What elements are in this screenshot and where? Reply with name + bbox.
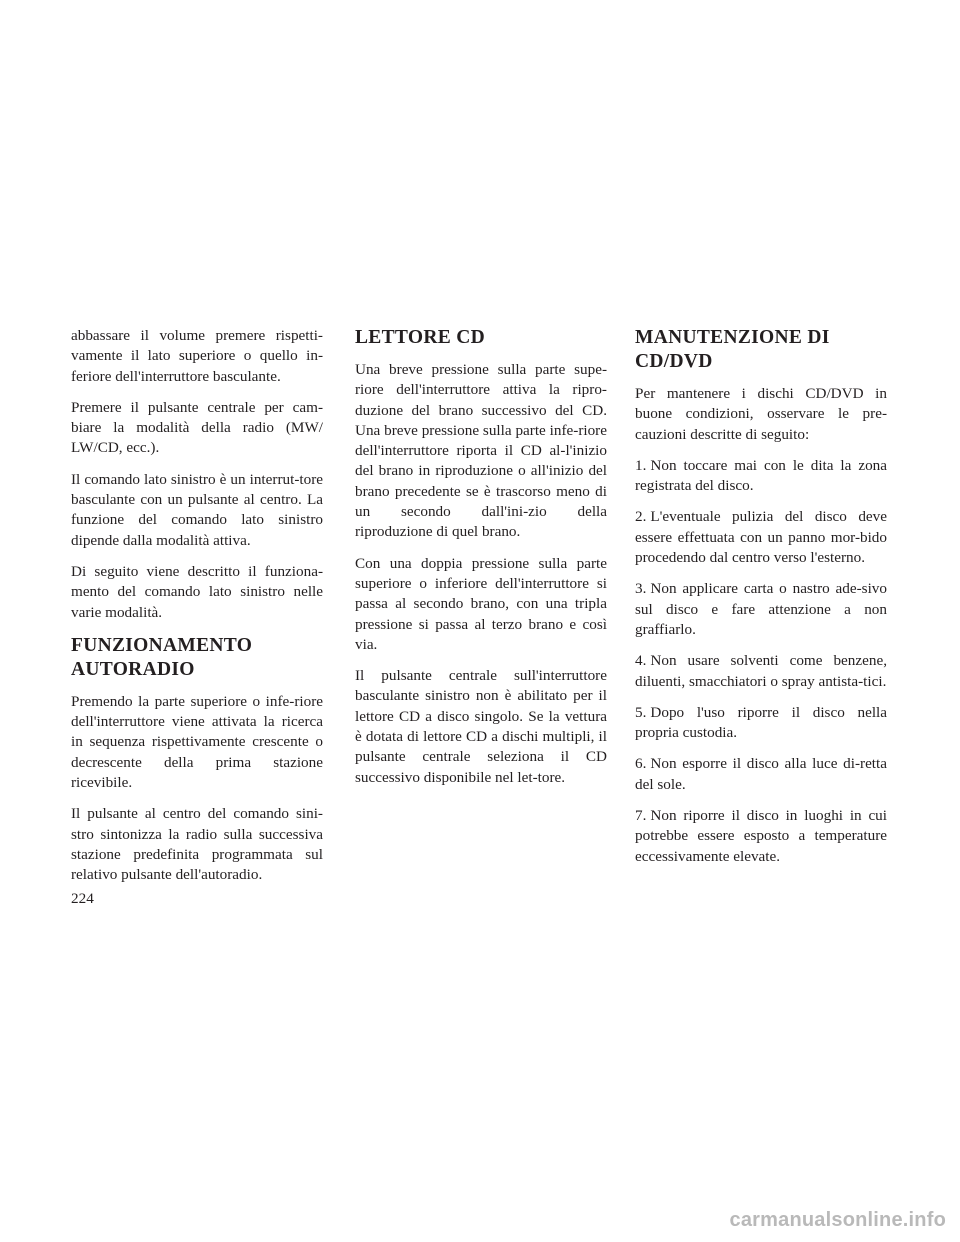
paragraph-description: Di seguito viene descritto il funziona-mento del comando lato sinistro nelle varie modalità. xyxy=(71,562,323,621)
item-number: 7. xyxy=(635,807,647,825)
list-item xyxy=(635,806,887,867)
item-number: 1. xyxy=(635,456,647,474)
item-number: 5. xyxy=(635,703,647,721)
paragraph-preset: Il pulsante al centro del comando sini-stro sintonizza la radio sulla successiva stazione predefinita programmata sul relativo pulsante dell'autoradio. xyxy=(71,805,323,884)
item-text: Non applicare carta o nastro ade-sivo sul disco e fare attenzione a non graffiarlo. xyxy=(635,580,887,638)
item-text: Non toccare mai con le dita la zona registrata del disco. xyxy=(635,456,887,495)
list-item xyxy=(635,651,887,692)
list-item xyxy=(635,456,887,497)
list-item xyxy=(635,703,887,744)
list-item xyxy=(635,579,887,640)
item-text: Dopo l'uso riporre il disco nella propria custodia. xyxy=(635,703,887,742)
paragraph-left-control: Il comando lato sinistro è un interrut-tore basculante con un pulsante al centro. La funzione del comando lato sinistro dipende dalla modalità attiva. xyxy=(71,470,323,549)
item-number: 4. xyxy=(635,652,647,670)
paragraph-seek: Premendo la parte superiore o infe-riore dell'interruttore viene attivata la ricerca in sequenza rispettivamente crescente o decrescente della prima stazione ricevibile. xyxy=(71,692,323,792)
item-text: L'eventuale pulizia del disco deve essere effettuata con un panno mor-bido procedendo dal centro verso l'esterno. xyxy=(635,508,887,567)
paragraph-mode: Premere il pulsante centrale per cam-biare la modalità della radio (MW/ LW/CD, ecc.). xyxy=(71,398,323,457)
heading-cd-player: LETTORE CD xyxy=(355,327,485,348)
item-text: Non esporre il disco alla luce di-retta del sole. xyxy=(635,755,887,793)
item-text: Non riporre il disco in luoghi in cui potrebbe essere esposto a temperature eccessivamente elevate. xyxy=(635,807,887,865)
list-item xyxy=(635,507,887,568)
watermark: carmanualsonline.info xyxy=(729,1209,946,1231)
item-text: Non usare solventi come benzene, diluenti, smacchiatori o spray antista-tici. xyxy=(635,652,887,690)
paragraph-track-skip: Una breve pressione sulla parte supe-riore dell'interruttore attiva la ripro-duzione del brano successivo del CD. Una breve pressione sulla parte infe-riore dell'interruttore riporta il CD al-l'inizio del brano in riproduzione o all'inizio del brano precedente se è trascorso meno di un secondo dall'ini-zio della riproduzione di quel brano. xyxy=(355,361,607,541)
item-number: 3. xyxy=(635,580,647,598)
heading-cd-dvd-care: MANUTENZIONE DI CD/DVD xyxy=(635,327,830,372)
paragraph-double-press: Con una doppia pressione sulla parte superiore o inferiore dell'interruttore si passa al secondo brano, con una tripla pressione si passa al terzo brano e così via. xyxy=(355,554,607,653)
paragraph-volume: abbassare il volume premere rispetti-vamente il lato superiore o quello in-feriore dell'interruttore basculante. xyxy=(71,327,323,385)
item-number: 2. xyxy=(635,508,647,526)
column-middle xyxy=(355,326,607,799)
paragraph-center-button: Il pulsante centrale sull'interruttore basculante sinistro non è abilitato per il lettore CD a disco singolo. Se la vettura è dotata di lettore CD a dischi multipli, il pulsante centrale seleziona il CD successivo disponibile nel let-tore. xyxy=(355,667,607,786)
list-item xyxy=(635,754,887,795)
heading-radio-operation: FUNZIONAMENTO AUTORADIO xyxy=(71,634,253,680)
page-number: 224 xyxy=(71,890,94,907)
item-number: 6. xyxy=(635,755,647,773)
column-left xyxy=(71,326,323,897)
paragraph-care-intro: Per mantenere i dischi CD/DVD in buone condizioni, osservare le pre-cauzioni descritte di seguito: xyxy=(635,385,887,443)
column-right xyxy=(635,326,887,878)
